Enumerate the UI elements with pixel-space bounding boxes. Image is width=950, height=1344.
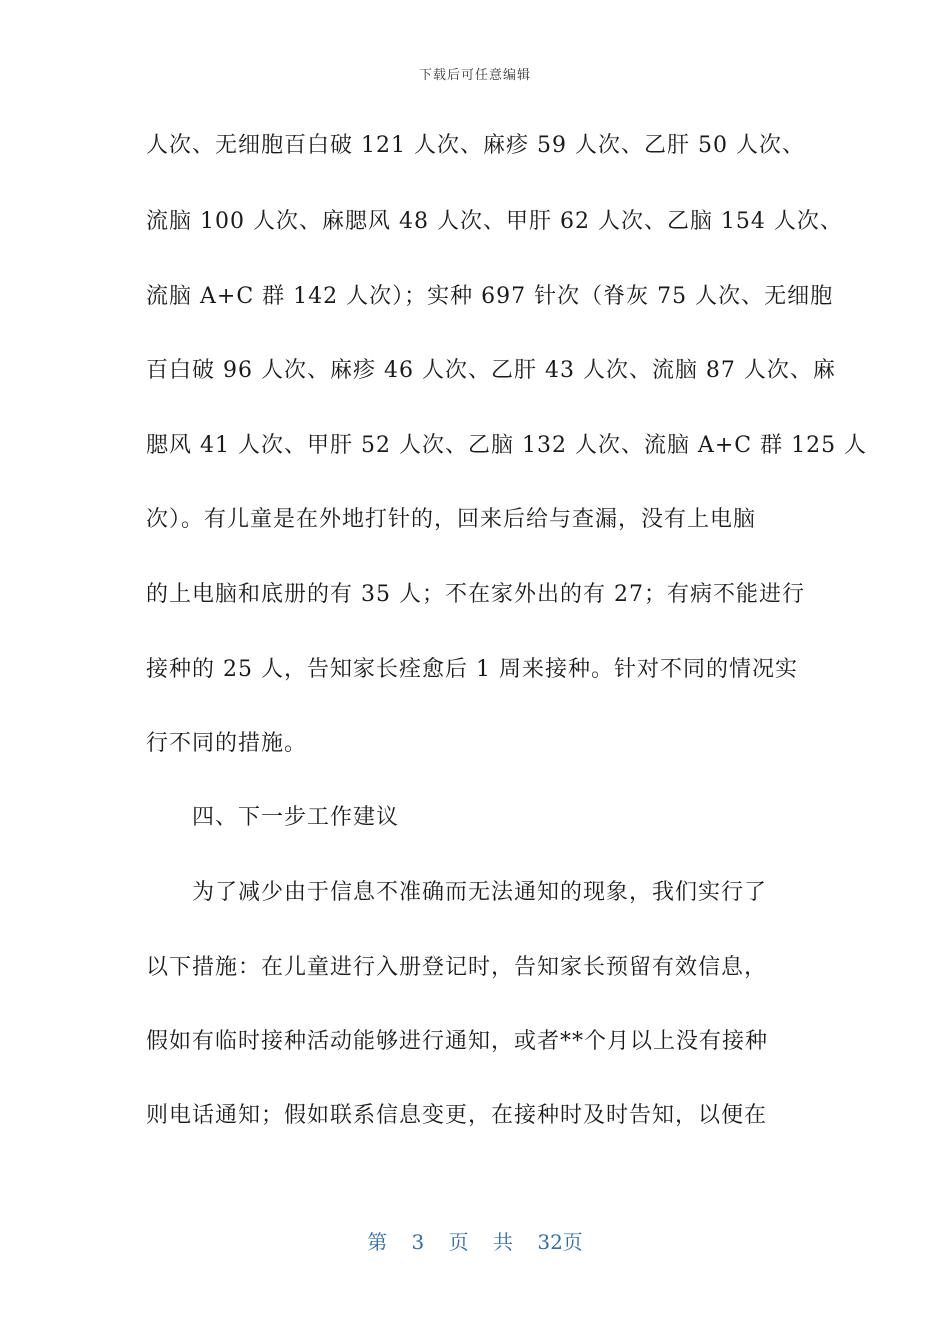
body-line: 为了减少由于信息不准确而无法通知的现象，我们实行了 (192, 880, 768, 905)
body-line: 流脑 100 人次、麻腮风 48 人次、甲肝 62 人次、乙脑 154 人次、 (146, 209, 843, 234)
total-label: 共 (493, 1230, 513, 1254)
body-line: 百白破 96 人次、麻疹 46 人次、乙肝 43 人次、流脑 87 人次、麻 (146, 358, 836, 383)
body-line: 行不同的措施。 (146, 731, 308, 756)
body-line: 以下措施：在儿童进行入册登记时，告知家长预留有效信息， (146, 955, 768, 980)
body-line: 次）。有儿童是在外地打针的，回来后给与查漏，没有上电脑 (146, 507, 757, 532)
body-line: 接种的 25 人，告知家长痊愈后 1 周来接种。针对不同的情况实 (146, 657, 798, 682)
body-line: 腮风 41 人次、甲肝 52 人次、乙脑 132 人次、流脑 A+C 群 125 人 (146, 433, 868, 458)
body-line: 的上电脑和底册的有 35 人；不在家外出的有 27；有病不能进行 (146, 582, 805, 607)
page-footer (0, 1226, 950, 1255)
page-header: 下载后可任意编辑 (418, 68, 531, 83)
section-heading: 四、下一步工作建议 (192, 805, 400, 830)
body-line: 则电话通知；假如联系信息变更，在接种时及时告知，以便在 (146, 1103, 768, 1128)
body-line: 流脑 A+C 群 142 人次）；实种 697 针次（脊灰 75 人次、无细胞 (146, 284, 834, 309)
total-pages: 32页 (537, 1230, 583, 1254)
page-label: 第 (367, 1230, 388, 1254)
page-unit: 页 (448, 1230, 469, 1254)
body-line: 假如有临时接种活动能够进行通知，或者**个月以上没有接种 (146, 1029, 769, 1054)
body-line: 人次、无细胞百白破 121 人次、麻疹 59 人次、乙肝 50 人次、 (146, 133, 805, 158)
page-number: 3 (411, 1230, 425, 1254)
